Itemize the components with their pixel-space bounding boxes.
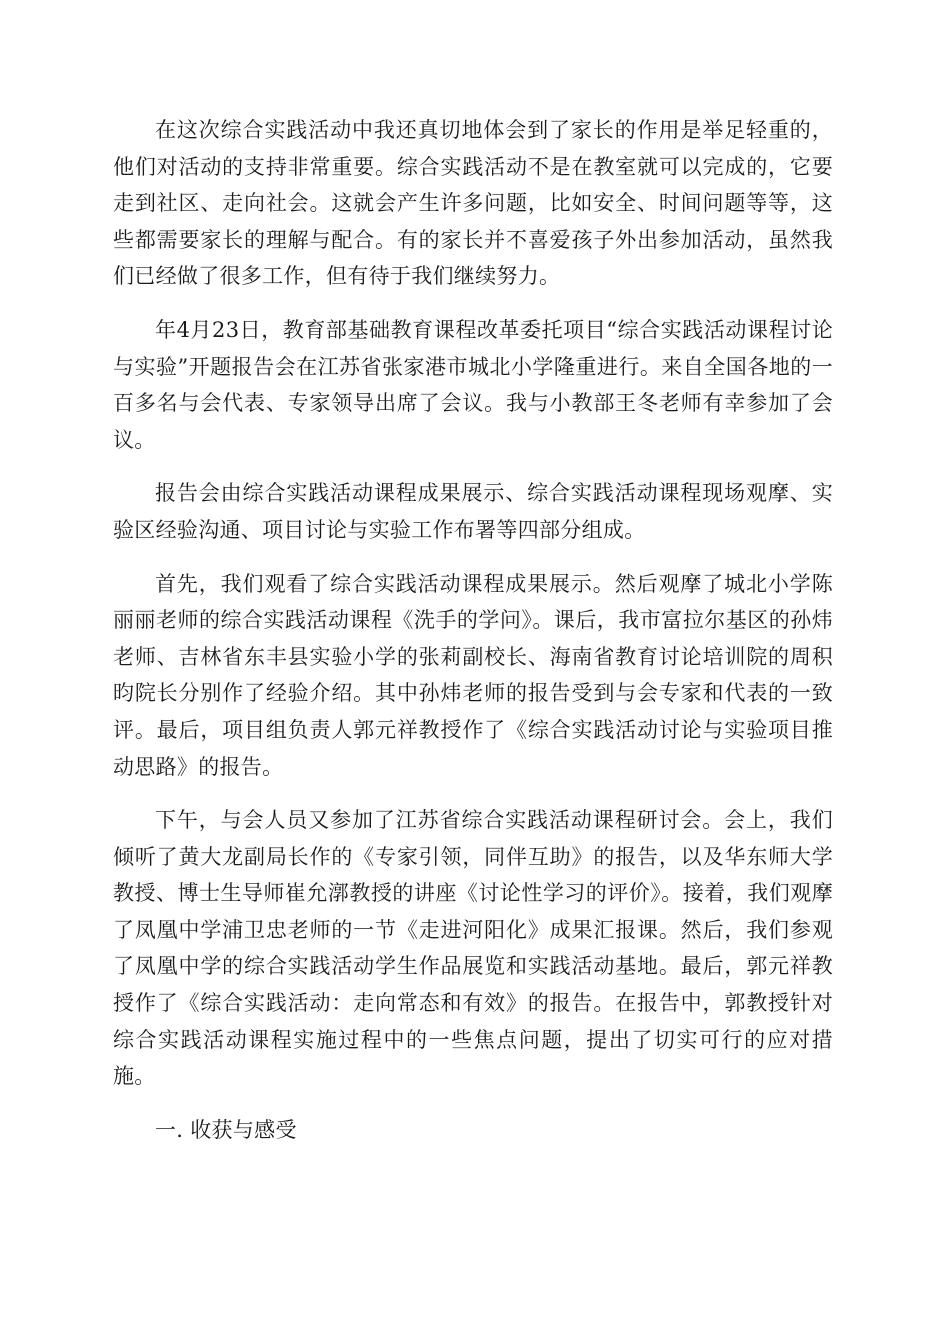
paragraph-gap xyxy=(113,458,833,475)
paragraph-conference-parts: 报告会由综合实践活动课程成果展示、综合实践活动课程现场观摩、实验区经验沟通、项目讨论与实验工作布署等四部分组成。 xyxy=(113,481,833,542)
section-heading: 一. 收获与感受 xyxy=(155,1117,297,1142)
paragraph-conference-intro: 年4月23日，教育部基础教育课程改革委托项目“综合实践活动课程讨论与实验”开题报告会在江苏省张家港市城北小学隆重进行。来自全国各地的一百多名与会代表、专家领导出席了会议。我与小教部王冬老师有幸参加了会议。 xyxy=(113,317,833,452)
paragraph-afternoon-session: 下午，与会人员又参加了江苏省综合实践活动课程研讨会。会上，我们倾听了黄大龙副局长作的《专家引领，同伴互助》的报告，以及华东师大学教授、博士生导师崔允漷教授的讲座《讨论性学习的评价》。接着，我们观摩了凤凰中学浦卫忠老师的一节《走进河阳化》成果汇报课。然后，我们参观了凤凰中学的综合实践活动学生作品展览和实践活动基地。最后，郭元祥教授作了《综合实践活动：走向常态和有效》的报告。在报告中，郭教授针对综合实践活动课程实施过程中的一些焦点问题，提出了切实可行的应对措施。 xyxy=(113,808,833,1089)
paragraph-gap xyxy=(113,785,833,802)
paragraph-gap xyxy=(113,295,833,312)
paragraph-morning-session: 首先，我们观看了综合实践活动课程成果展示。然后观摩了城北小学陈丽丽老师的综合实践活动课程《洗手的学问》。课后，我市富拉尔基区的孙炜老师、吉林省东丰县实验小学的张莉副校长、海南省教育讨论培训院的周积昀院长分别作了经验介绍。其中孙炜老师的报告受到与会专家和代表的一致评。最后，项目组负责人郭元祥教授作了《综合实践活动讨论与实验项目推动思路》的报告。 xyxy=(113,571,833,779)
paragraph-parent-role: 在这次综合实践活动中我还真切地体会到了家长的作用是举足轻重的，他们对活动的支持非常重要。综合实践活动不是在教室就可以完成的，它要走到社区、走向社会。这就会产生许多问题，比如安全、时间问题等等，这些都需要家长的理解与配合。有的家长并不喜爱孩子外出参加活动，虽然我们已经做了很多工作，但有待于我们继续努力。 xyxy=(113,118,833,289)
document-page xyxy=(113,112,833,1148)
paragraph-gap xyxy=(113,1095,833,1112)
paragraph-gap xyxy=(113,549,833,566)
